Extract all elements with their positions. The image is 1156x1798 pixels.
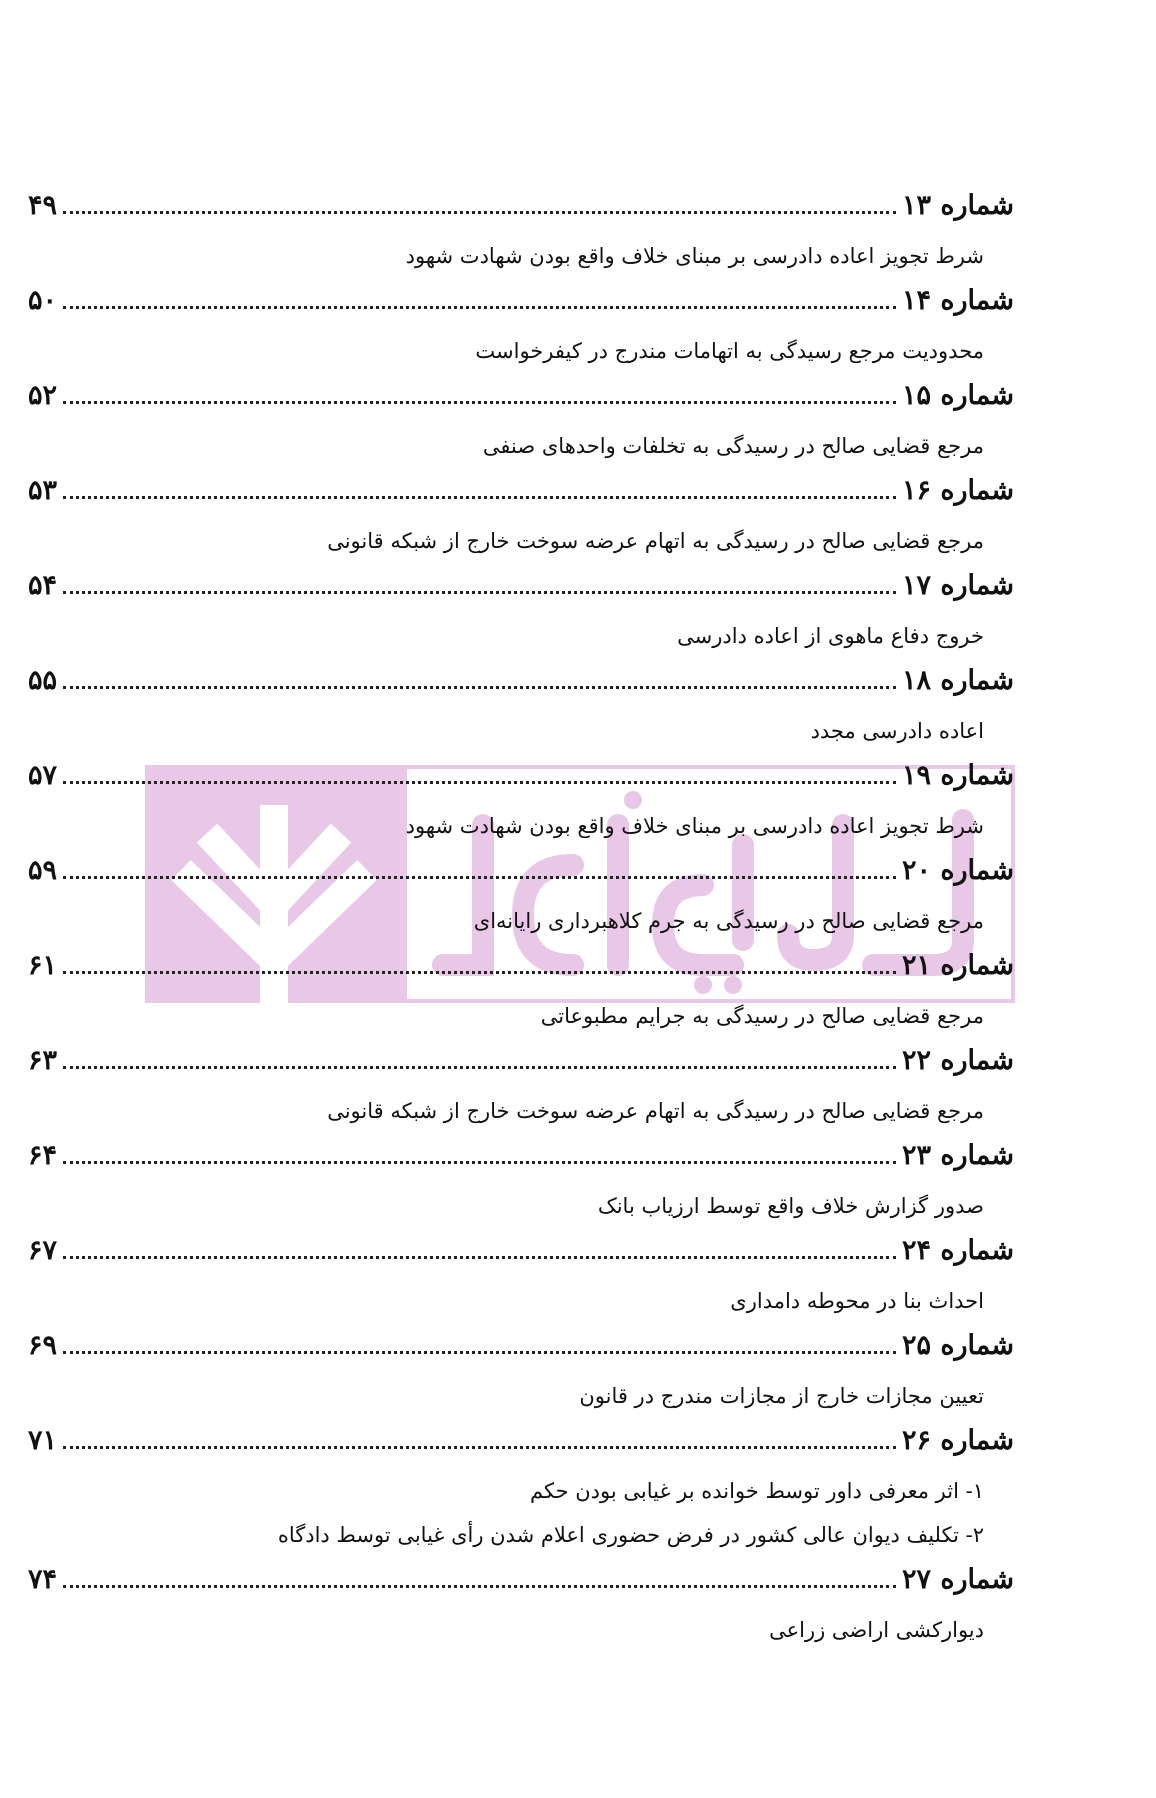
toc-heading-row	[28, 1140, 1014, 1184]
toc-entry	[28, 380, 1014, 475]
toc-heading-row	[28, 1235, 1014, 1279]
toc-heading-row	[28, 285, 1014, 329]
page-number: ۵۹	[28, 855, 58, 886]
entry-number: شماره ۲۴	[901, 1235, 1014, 1266]
toc-heading-row	[28, 760, 1014, 804]
dot-leader	[63, 686, 896, 689]
toc-entry	[28, 950, 1014, 1045]
entry-number: شماره ۱۸	[901, 665, 1014, 696]
dot-leader	[63, 1585, 896, 1588]
entry-topic: صدور گزارش خلاف واقع توسط ارزیاب بانک	[597, 1194, 984, 1218]
page-number: ۷۴	[28, 1564, 58, 1595]
entry-number: شماره ۲۳	[901, 1140, 1014, 1171]
entry-number: شماره ۱۹	[901, 760, 1014, 791]
toc-heading-row	[28, 950, 1014, 994]
toc-entry	[28, 1235, 1014, 1330]
page-number: ۶۳	[28, 1045, 58, 1076]
toc-entry	[28, 570, 1014, 665]
dot-leader	[63, 781, 896, 784]
toc-entry	[28, 1330, 1014, 1425]
toc-entry	[28, 475, 1014, 570]
toc-heading-row	[28, 380, 1014, 424]
page-number: ۶۴	[28, 1140, 58, 1171]
entry-number: شماره ۲۷	[901, 1564, 1014, 1595]
page-number: ۵۳	[28, 475, 58, 506]
page-number: ۶۱	[28, 950, 58, 981]
dot-leader	[63, 496, 896, 499]
toc-entry	[28, 1425, 1014, 1564]
entry-topic: احداث بنا در محوطه دامداری	[730, 1289, 984, 1313]
entry-topic: اعاده دادرسی مجدد	[810, 719, 984, 743]
entry-number: شماره ۲۵	[901, 1330, 1014, 1361]
toc-heading-row	[28, 1330, 1014, 1374]
entry-topic: مرجع قضایی صالح در رسیدگی به اتهام عرضه سوخت خارج از شبکه قانونی	[327, 529, 984, 553]
toc-entry	[28, 1045, 1014, 1140]
page-number: ۷۱	[28, 1425, 58, 1456]
page-number: ۶۷	[28, 1235, 58, 1266]
toc-heading-row	[28, 190, 1014, 234]
entry-number: شماره ۲۶	[901, 1425, 1014, 1456]
toc-heading-row	[28, 1045, 1014, 1089]
entry-number: شماره ۲۱	[901, 950, 1014, 981]
entry-topic: ۲- تکلیف دیوان عالی کشور در فرض حضوری اعلام شدن رأی غیابی توسط دادگاه	[277, 1523, 984, 1547]
page-number: ۵۰	[28, 285, 58, 316]
dot-leader	[63, 306, 896, 309]
toc-entry	[28, 1140, 1014, 1235]
dot-leader	[63, 1161, 896, 1164]
entry-topic: شرط تجویز اعاده دادرسی بر مبنای خلاف واقع بودن شهادت شهود	[405, 244, 984, 268]
toc-entry	[28, 1564, 1014, 1659]
dot-leader	[63, 1351, 896, 1354]
table-of-contents	[28, 190, 1014, 1659]
toc-entry	[28, 285, 1014, 380]
toc-heading-row	[28, 665, 1014, 709]
page-number: ۵۵	[28, 665, 58, 696]
entry-topic: مرجع قضایی صالح در رسیدگی به اتهام عرضه سوخت خارج از شبکه قانونی	[327, 1099, 984, 1123]
entry-number: شماره ۲۲	[901, 1045, 1014, 1076]
page-number: ۵۷	[28, 760, 58, 791]
dot-leader	[63, 876, 896, 879]
entry-topic: شرط تجویز اعاده دادرسی بر مبنای خلاف واقع بودن شهادت شهود	[405, 814, 984, 838]
entry-number: شماره ۱۳	[901, 190, 1014, 221]
entry-topic: دیوارکشی اراضی زراعی	[769, 1618, 984, 1642]
entry-topic: مرجع قضایی صالح در رسیدگی به تخلفات واحدهای صنفی	[482, 434, 984, 458]
dot-leader	[63, 211, 896, 214]
toc-entry	[28, 760, 1014, 855]
toc-heading-row	[28, 475, 1014, 519]
entry-topic: ۱- اثر معرفی داور توسط خوانده بر غیابی بودن حکم	[530, 1479, 984, 1503]
page-number: ۶۹	[28, 1330, 58, 1361]
page-number: ۴۹	[28, 190, 58, 221]
dot-leader	[63, 401, 896, 404]
dot-leader	[63, 591, 896, 594]
toc-heading-row	[28, 1425, 1014, 1469]
entry-number: شماره ۲۰	[901, 855, 1014, 886]
toc-entry	[28, 855, 1014, 950]
dot-leader	[63, 971, 896, 974]
dot-leader	[63, 1066, 896, 1069]
toc-entry	[28, 190, 1014, 285]
entry-topic: مرجع قضایی صالح در رسیدگی به جرایم مطبوعاتی	[540, 1004, 984, 1028]
toc-entry	[28, 665, 1014, 760]
entry-number: شماره ۱۶	[901, 475, 1014, 506]
entry-number: شماره ۱۷	[901, 570, 1014, 601]
entry-topic: تعیین مجازات خارج از مجازات مندرج در قانون	[579, 1384, 984, 1408]
dot-leader	[63, 1256, 896, 1259]
entry-topic: خروج دفاع ماهوی از اعاده دادرسی	[677, 624, 984, 648]
page-number: ۵۴	[28, 570, 58, 601]
dot-leader	[63, 1446, 896, 1449]
entry-number: شماره ۱۴	[901, 285, 1014, 316]
toc-heading-row	[28, 1564, 1014, 1608]
page-number: ۵۲	[28, 380, 58, 411]
toc-heading-row	[28, 570, 1014, 614]
entry-topic: مرجع قضایی صالح در رسیدگی به جرم کلاهبرداری رایانه‌ای	[473, 909, 984, 933]
entry-number: شماره ۱۵	[901, 380, 1014, 411]
entry-topic: محدودیت مرجع رسیدگی به اتهامات مندرج در کیفرخواست	[475, 339, 984, 363]
toc-heading-row	[28, 855, 1014, 899]
